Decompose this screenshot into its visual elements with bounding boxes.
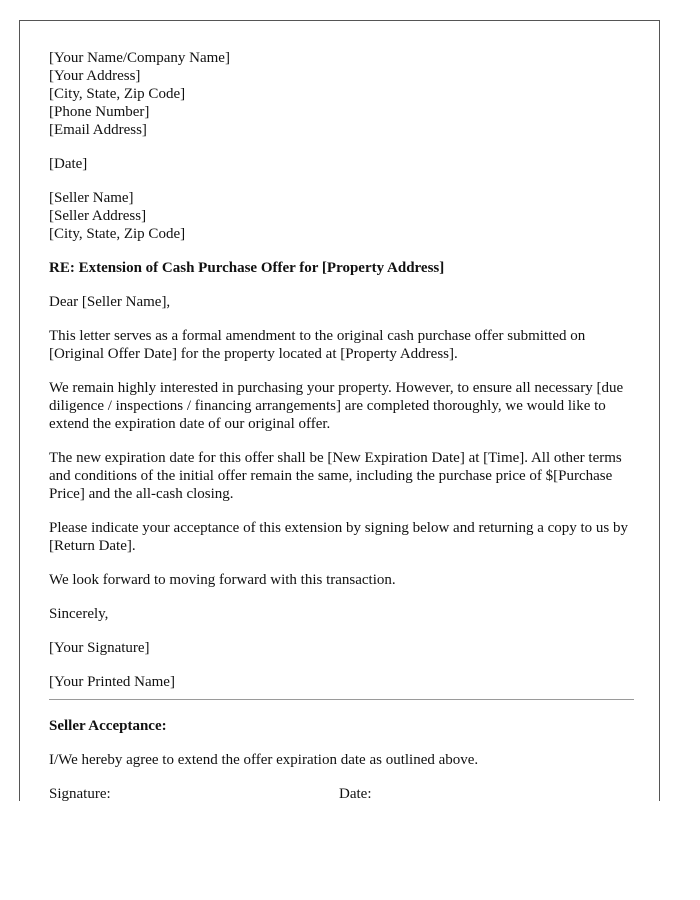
recipient-block [49,189,634,243]
sender-name: [Your Name/Company Name] [49,50,230,66]
date-label: Date: [339,786,372,801]
date-block [49,155,634,173]
letter-date: [Date] [49,156,88,172]
signature-placeholder: [Your Signature] [49,640,150,656]
sender-city-state-zip: [City, State, Zip Code] [49,86,186,102]
body-paragraph-3: The new expiration date for this offer shall be [New Expiration Date] at [Time]. All other terms and conditions of the initial offer remain the same, including the purchase price of $[Purchase Price] and the all-cash closing. [49,450,622,502]
recipient-name: [Seller Name] [49,190,134,206]
salutation: Dear [Seller Name], [49,294,171,310]
divider [49,699,634,700]
printed-name: [Your Printed Name] [49,674,175,690]
letter-content [49,49,634,801]
acceptance-signature-row [49,785,634,801]
recipient-city-state-zip: [City, State, Zip Code] [49,226,186,242]
sender-phone: [Phone Number] [49,104,150,120]
signature-label: Signature: [49,786,111,801]
body-paragraph-2: We remain highly interested in purchasing your property. However, to ensure all necessary [due diligence / inspections / financing arrangements] are completed thoroughly, we would like to extend the expiration date of our original offer. [49,380,624,432]
body-paragraph-1: This letter serves as a formal amendment to the original cash purchase offer submitted on [Original Offer Date] for the property located at [Property Address]. [49,328,586,362]
letter-page [19,20,660,801]
acceptance-heading: Seller Acceptance: [49,718,167,734]
sender-block [49,49,634,139]
sender-address: [Your Address] [49,68,141,84]
sender-email: [Email Address] [49,122,147,138]
recipient-address: [Seller Address] [49,208,147,224]
subject-line: RE: Extension of Cash Purchase Offer for [Property Address] [49,260,445,276]
body-paragraph-5: We look forward to moving forward with this transaction. [49,572,396,588]
acceptance-statement: I/We hereby agree to extend the offer expiration date as outlined above. [49,752,479,768]
closing: Sincerely, [49,606,109,622]
body-paragraph-4: Please indicate your acceptance of this extension by signing below and returning a copy to us by [Return Date]. [49,520,629,554]
